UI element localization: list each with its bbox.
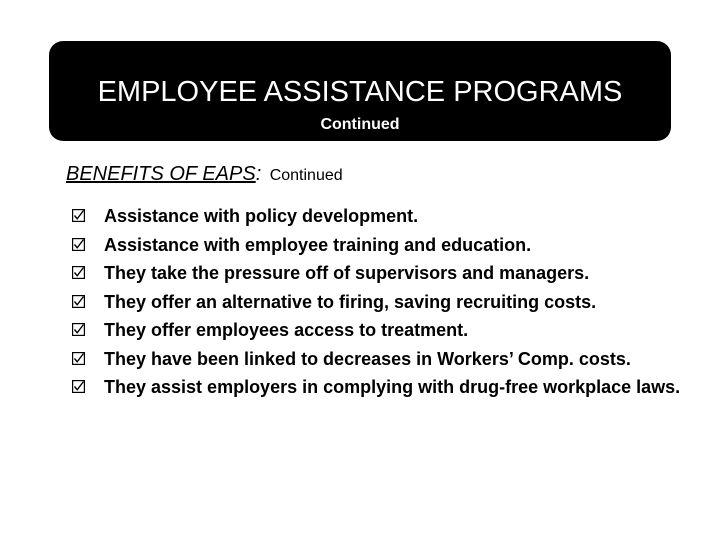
checked-box-icon [72, 352, 85, 365]
list-item-text: They offer employees access to treatment. [104, 320, 469, 340]
list-item-text: Assistance with policy development. [104, 206, 419, 226]
slide-title: EMPLOYEE ASSISTANCE PROGRAMS [97, 76, 623, 108]
list-item-text: They assist employers in complying with drug-free workplace laws. [104, 377, 681, 397]
list-item [72, 373, 712, 402]
list-item [72, 288, 712, 317]
slide-subtitle: Continued [320, 116, 400, 133]
list-item [72, 231, 712, 260]
list-item-text: They take the pressure off of supervisors and managers. [104, 263, 590, 283]
checked-box-icon [72, 323, 85, 336]
list-item-text: They offer an alternative to firing, saving recruiting costs. [104, 291, 597, 312]
checked-box-icon [72, 238, 85, 251]
section-colon: : [255, 163, 262, 185]
list-item [72, 259, 712, 288]
checked-box-icon [72, 295, 85, 308]
list-item-text: Assistance with employee training and education. [104, 234, 532, 255]
title-banner [49, 41, 671, 141]
section-heading: BENEFITS OF EAPS [66, 163, 256, 185]
list-item [72, 316, 712, 345]
checked-box-icon [72, 209, 85, 222]
section-header [66, 163, 343, 186]
list-item-text: They have been linked to decreases in Workers’ Comp. costs. [104, 348, 631, 369]
section-subheading: Continued [269, 167, 343, 184]
benefits-list [72, 202, 712, 402]
list-item [72, 202, 712, 231]
list-item [72, 345, 712, 374]
checked-box-icon [72, 266, 85, 279]
checked-box-icon [72, 380, 85, 393]
